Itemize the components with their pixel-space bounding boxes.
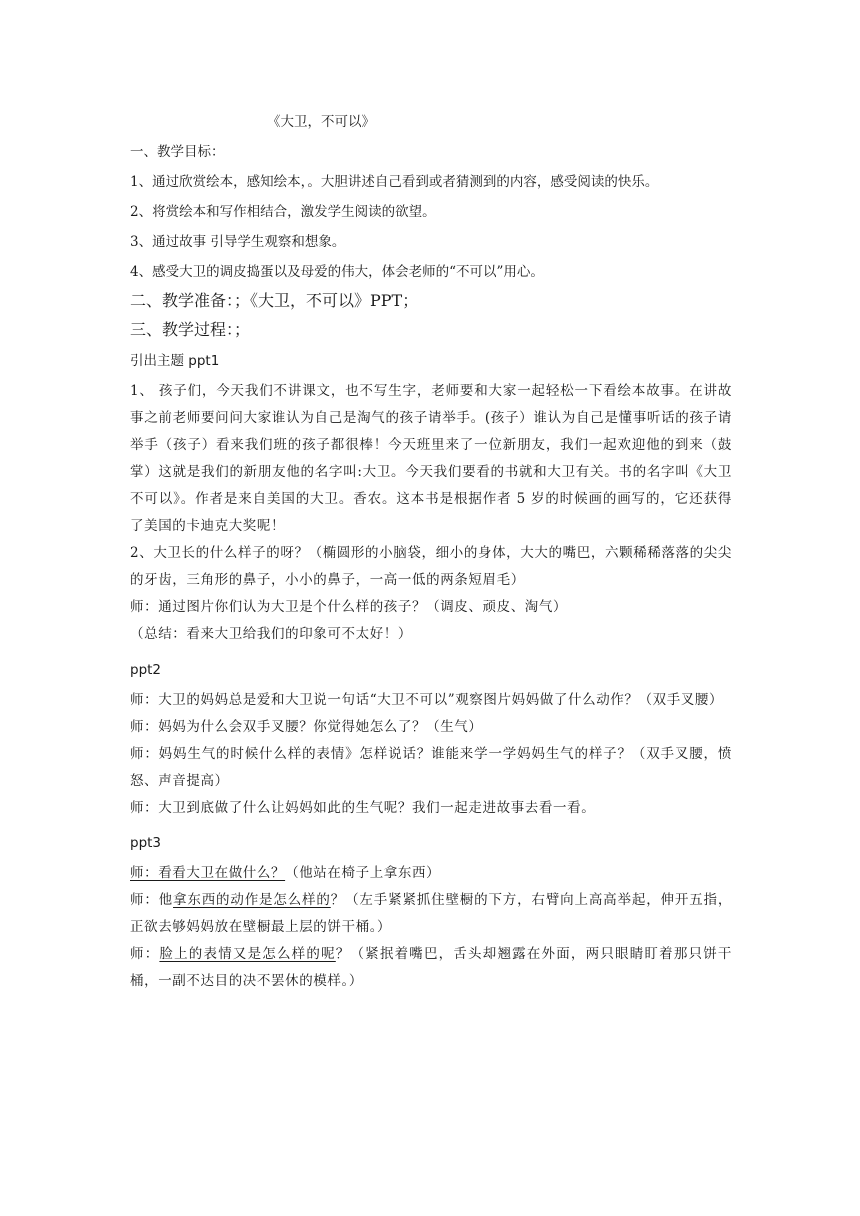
section-1-heading: 一、教学目标： xyxy=(130,144,225,160)
goal-2: 2、将赏绘本和写作相结合，激发学生阅读的欲望。 xyxy=(130,204,436,220)
paragraph-10-prefix: 师：他 xyxy=(130,892,174,908)
paragraph-3: 师：通过图片你们认为大卫是个什么样的孩子？（调皮、顽皮、淘气） xyxy=(130,599,568,615)
paragraph-11-underlined: 脸上的表情又是怎么样的呢 xyxy=(159,946,336,962)
document-page xyxy=(130,112,732,995)
ppt2-label: ppt2 xyxy=(130,662,162,678)
paragraph-10-underlined: 拿东西的动作是怎么样的 xyxy=(173,892,331,908)
paragraph-8: 师：大卫到底做了什么让妈妈如此的生气呢？我们一起走进故事去看一看。 xyxy=(130,800,596,816)
paragraph-11 xyxy=(130,941,732,995)
paragraph-6: 师：妈妈为什么会双手叉腰？你觉得她怎么了？（生气） xyxy=(130,719,483,735)
paragraph-1: 1、 孩子们，今天我们不讲课文，也不写生字，老师要和大家一起轻松一下看绘本故事。在讲故事之前老师要问问大家谁认为自己是淘气的孩子请举手。(孩子）谁认为自己是懂事听话的孩子请举手（孩子）看来我们班的孩子都很棒！今天班里来了一位新朋友，我们一起欢迎他的到来（鼓掌）这就是我们的新朋友他的名字叫:大卫。今天我们要看的书就和大卫有关。书的名字叫《大卫不可以》。作者是来自美国的大卫。香农。这本书是根据作者 5 岁的时候画的画写的，它还获得了美国的卡迪克大奖呢！ xyxy=(130,383,732,534)
paragraph-5: 师：大卫的妈妈总是爱和大卫说一句话“大卫不可以”观察图片妈妈做了什么动作？（双手叉腰） xyxy=(130,692,724,708)
paragraph-10 xyxy=(130,887,732,941)
ppt3-label: ppt3 xyxy=(130,835,162,851)
paragraph-11-rest: ？（紧抿着嘴巴，舌头却翘露在外面，两只眼睛盯着那只饼干桶，一副不达目的决不罢休的模样。） xyxy=(130,946,733,989)
paragraph-11-prefix: 师： xyxy=(130,946,160,962)
paragraph-9-rest: （他站在椅子上拿东西） xyxy=(285,865,441,881)
paragraph-2: 2、大卫长的什么样子的呀？（椭圆形的小脑袋，细小的身体，大大的嘴巴，六颗稀稀落落的尖尖的牙齿，三角形的鼻子，小小的鼻子，一高一低的两条短眉毛） xyxy=(130,545,732,588)
section-3-heading: 三、教学过程：； xyxy=(130,320,251,339)
document-title: 《大卫，不可以》 xyxy=(267,114,375,130)
section-2-heading: 二、教学准备：；《大卫，不可以》PPT； xyxy=(130,291,419,310)
intro-topic: 引出主题 ppt1 xyxy=(130,353,220,369)
paragraph-7: 师：妈妈生气的时候什么样的表情》怎样说话？谁能来学一学妈妈生气的样子？（双手叉腰，愤怒、声音提高） xyxy=(130,746,732,789)
paragraph-9 xyxy=(130,860,732,887)
goal-4: 4、感受大卫的调皮捣蛋以及母爱的伟大，体会老师的“不可以”用心。 xyxy=(130,264,544,280)
paragraph-10-rest: ？（左手紧紧抓住壁橱的下方，右臂向上高高举起，伸开五指，正欲去够妈妈放在壁橱最上层的饼干桶。） xyxy=(130,892,732,935)
paragraph-9-underlined: 师：看看大卫在做什么？ xyxy=(130,865,286,881)
goal-1: 1、通过欣赏绘本，感知绘本，。大胆讲述自己看到或者猜测到的内容，感受阅读的快乐。 xyxy=(130,174,659,190)
goal-3: 3、通过故事 引导学生观察和想象。 xyxy=(130,234,346,250)
paragraph-4: （总结：看来大卫给我们的印象可不太好！） xyxy=(130,626,412,642)
